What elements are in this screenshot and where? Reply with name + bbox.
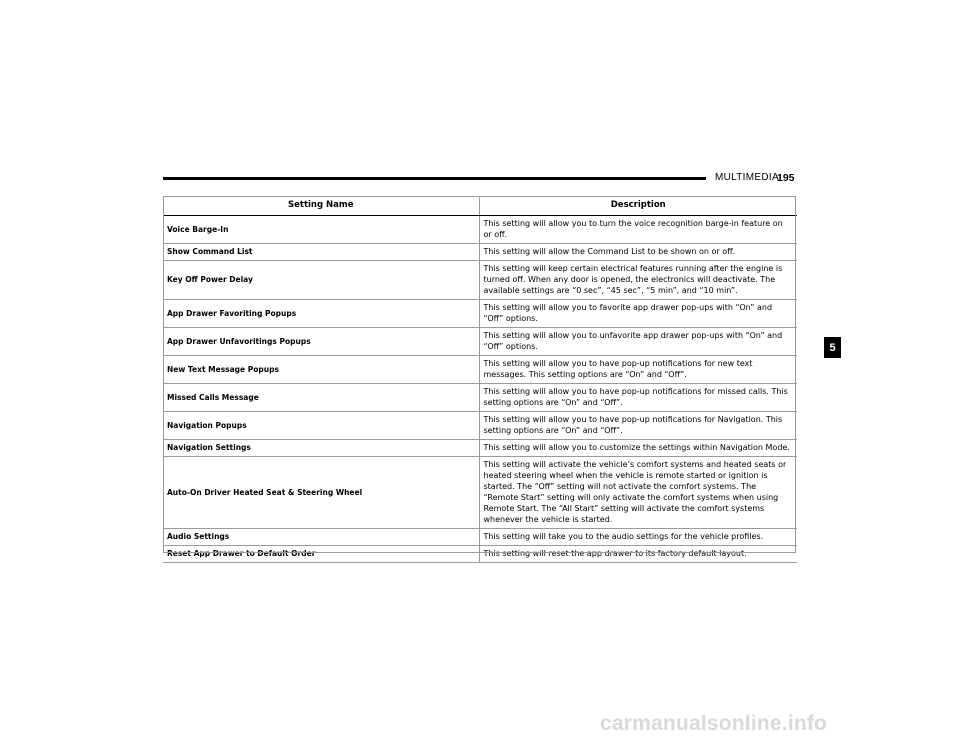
- setting-name-cell: App Drawer Unfavoritings Popups: [163, 328, 479, 356]
- setting-name-cell: Show Command List: [163, 244, 479, 261]
- description-cell: This setting will allow you to have pop-up notifications for Navigation. This setting options are “On” and “Off”.: [479, 412, 797, 440]
- description-cell: This setting will allow you to have pop-up notifications for new text messages. This setting options are “On” and “Off”.: [479, 356, 797, 384]
- setting-name-cell: Key Off Power Delay: [163, 261, 479, 300]
- page-number: 195: [777, 172, 795, 184]
- table-row: [163, 356, 797, 384]
- table-row: [163, 457, 797, 529]
- description-cell: This setting will keep certain electrical features running after the engine is turned off. When any door is opened, the electronics will deactivate. The available settings are “0 sec”, “45 sec”, “5 min”, and “10 min”.: [479, 261, 797, 300]
- setting-name-cell: App Drawer Favoriting Popups: [163, 300, 479, 328]
- section-title: MULTIMEDIA: [715, 172, 779, 183]
- table-row: [163, 546, 797, 563]
- setting-name-cell: Voice Barge-In: [163, 216, 479, 244]
- header-rule: [163, 177, 706, 180]
- setting-name-cell: Missed Calls Message: [163, 384, 479, 412]
- table-row: [163, 216, 797, 244]
- description-cell: This setting will take you to the audio settings for the vehicle profiles.: [479, 529, 797, 546]
- setting-name-cell: Navigation Popups: [163, 412, 479, 440]
- table-row: [163, 244, 797, 261]
- description-cell: This setting will allow you to customize the settings within Navigation Mode.: [479, 440, 797, 457]
- table-row: [163, 412, 797, 440]
- description-cell: This setting will allow you to have pop-up notifications for missed calls. This setting options are “On” and “Off”.: [479, 384, 797, 412]
- table-header-row: [163, 196, 797, 216]
- table-row: [163, 529, 797, 546]
- setting-name-cell: Audio Settings: [163, 529, 479, 546]
- column-header-setting-name: Setting Name: [163, 196, 479, 216]
- table-row: [163, 261, 797, 300]
- watermark: carmanualsonline.info: [600, 712, 828, 735]
- table-row: [163, 384, 797, 412]
- description-cell: This setting will allow you to turn the voice recognition barge-in feature on or off.: [479, 216, 797, 244]
- setting-name-cell: New Text Message Popups: [163, 356, 479, 384]
- description-cell: This setting will allow the Command List to be shown on or off.: [479, 244, 797, 261]
- table-row: [163, 300, 797, 328]
- description-cell: This setting will activate the vehicle’s comfort systems and heated seats or heated steering wheel when the vehicle is remote started or ignition is started. The “Off” setting will not activate the comfort systems. The “Remote Start” setting will only activate the comfort systems when using Remote Start. The “All Start” setting will activate the comfort systems whenever the vehicle is started.: [479, 457, 797, 529]
- chapter-tab: 5: [824, 337, 841, 358]
- description-cell: This setting will allow you to unfavorite app drawer pop-ups with “On” and “Off” options.: [479, 328, 797, 356]
- settings-table: [163, 196, 797, 563]
- table-row: [163, 440, 797, 457]
- setting-name-cell: Navigation Settings: [163, 440, 479, 457]
- column-header-description: Description: [479, 196, 797, 216]
- description-cell: This setting will allow you to favorite app drawer pop-ups with “On” and “Off” options.: [479, 300, 797, 328]
- setting-name-cell: Auto-On Driver Heated Seat & Steering Wheel: [163, 457, 479, 529]
- table-row: [163, 328, 797, 356]
- setting-name-cell: Reset App Drawer to Default Order: [163, 546, 479, 563]
- description-cell: This setting will reset the app drawer to its factory default layout.: [479, 546, 797, 563]
